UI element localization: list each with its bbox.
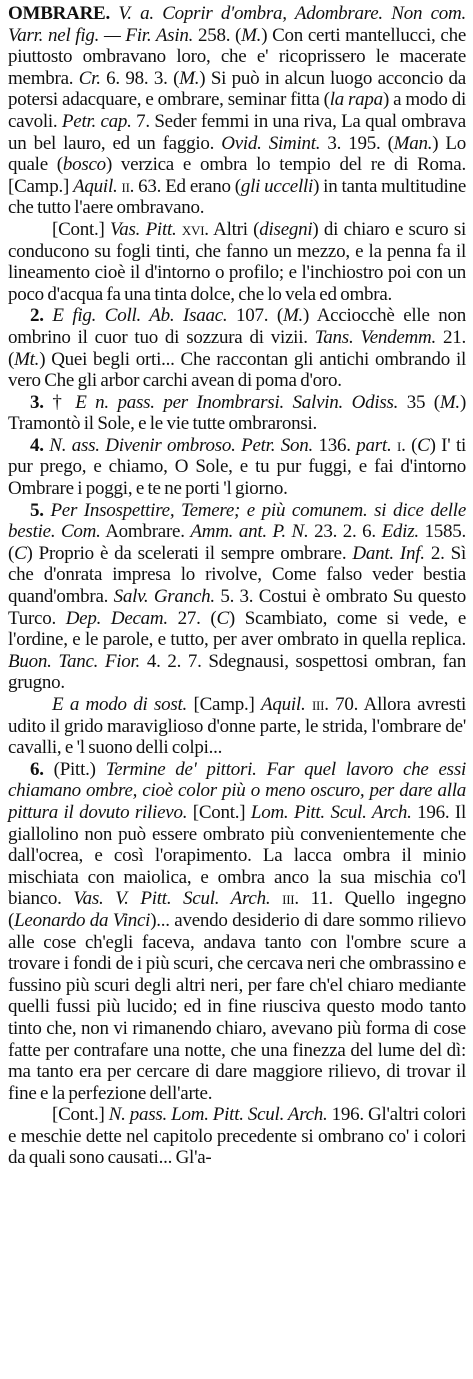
text-run: ) Scambiato, come si vede, e l'ordine, e le parole, e tutto, per aver ombrato in quella replica. <box>8 607 467 651</box>
text-run: )... avendo desiderio di dare sommo rilievo alle cose ch'egli faceva, andava tanto con l'ombre scure a trovare i fondi de i più scuri, che cercava neri che ombrassino e fussino più scuri degli altri neri, per fare ch'el chiaro mediante quelli fussi più lucido; ed in fine riusciva questo modo tanto tinto che, non vi rimanendo chiaro, avevano più forma di cose fatte per contrafare una notte, che una finezza del lume del dì: ma tanto era per cercare di dare maggiore rilievo, di trovar il fine e la perfezione dell'arte. <box>8 909 466 1104</box>
text-run: ) di chiaro e scuro si conducono su fogli tinti, che fanno un mezzo, e la penna fa il lineamento cioè il d'intorno o profilo; e l'inchiostro poi con un poco d'acqua fa una tinta dolce, che lo vela ed ombra. <box>8 218 467 305</box>
text-run: Lom. Pitt. Scul. Arch. <box>250 801 412 823</box>
text-run: Dep. Decam. <box>65 607 168 629</box>
text-run: Amm. ant. P. N. <box>190 521 309 543</box>
text-run: 4. 2. 7. Sdegnausi, sospettosi ombran, fan grugno. <box>8 650 466 694</box>
text-run: E fig. Coll. Ab. Isaac. <box>52 305 228 327</box>
text-run: ) Con certi mantellucci, che piuttosto ombravano loro, che e' ricoprissero le macerate membra. <box>8 24 466 89</box>
text-run: 196. Gl'altri colori e meschie dette nel capitolo precedente si ombrano co' i colori da quali sono causati... Gl'a- <box>8 1104 466 1169</box>
text-run: [Camp.] <box>187 694 262 715</box>
text-run: . 63. Ed erano ( <box>129 175 241 197</box>
text-run: E a modo di sost. <box>52 694 188 715</box>
text-run: Ediz. <box>381 521 419 543</box>
text-run: 4. <box>30 434 44 456</box>
text-run: Vas. V. Pitt. Scul. Arch. <box>73 888 271 910</box>
text-run: ) verzica e ombra lo tempio del re di Roma. [Camp.] <box>8 154 466 197</box>
text-run: Vas. Pitt. <box>110 218 177 240</box>
text-run: gli uccelli <box>240 175 314 197</box>
text-run: ) a modo di cavoli. <box>8 89 466 132</box>
text-run: E n. pass. per Inombrarsi. Salvin. Odiss. <box>75 391 399 413</box>
text-run: 136. <box>312 434 357 456</box>
text-run: part. <box>356 434 392 456</box>
text-run: ) Proprio è da scelerati il sempre ombrare. <box>26 542 353 564</box>
entry-paragraph <box>8 1104 466 1169</box>
text-run: Aquil. <box>73 175 118 197</box>
text-run: C <box>417 434 430 456</box>
text-run: Buon. Tanc. Fior. <box>8 650 141 672</box>
text-run: Termine de' pittori. Far quel lavoro che essi chiamano ombre, cioè color più o meno oscuro, per dare alla pittura il dovuto rilievo. <box>8 758 466 823</box>
entry-paragraph <box>8 500 466 694</box>
text-run: Petr. cap. <box>61 110 132 132</box>
text-run: Per Insospettire, Temere; e più comunem. si dice delle bestie. Com. <box>8 499 466 543</box>
text-run: 21. ( <box>8 326 466 370</box>
text-run: C <box>216 607 229 629</box>
entry-paragraph <box>8 694 466 759</box>
text-run: 2. <box>30 305 44 327</box>
text-run: 6. <box>30 758 44 780</box>
text-run: ii <box>121 175 130 197</box>
text-run: 258. ( <box>193 24 242 46</box>
text-run: Aombrare. <box>100 521 191 543</box>
text-run: . Altri ( <box>204 218 260 240</box>
text-run: M. <box>241 24 262 46</box>
text-run: Mt. <box>14 348 40 370</box>
text-run: C <box>14 542 27 564</box>
text-run: [Cont.] <box>52 218 111 240</box>
text-run: N. ass. Divenir ombroso. Petr. Son. <box>49 434 313 456</box>
text-run: V. a. Coprir d'ombra, Adombrare. Non com. Varr. nel fig. — Fir. Asin. <box>8 3 466 46</box>
text-run: 5. 3. Costui è ombrato Su questo Turco. <box>8 586 466 629</box>
text-run: M. <box>282 305 304 327</box>
text-run: Ovid. Simint. <box>221 132 321 154</box>
entry-paragraph <box>8 305 466 391</box>
text-run: Aquil. <box>261 694 306 715</box>
text-run: 1585. ( <box>8 521 466 564</box>
text-run: ) Si può in alcun luogo acconcio da potersi adacquare, e ombrare, seminar fitta ( <box>8 67 466 111</box>
text-run: 5. <box>30 499 44 521</box>
text-run: (Pitt.) <box>43 758 106 780</box>
text-run: 7. Seder femmi in una riva, La qual ombrava un bel lauro, ed un faggio. <box>8 110 466 154</box>
text-run: bosco <box>62 154 106 176</box>
text-run: 2. Sì che d'onrata impresa lo rivolve, Come falso veder bestia quand'ombra. <box>8 542 466 608</box>
entry-paragraph <box>8 3 466 219</box>
text-run: 107. ( <box>227 305 283 327</box>
text-run: 3. <box>30 391 44 413</box>
text-run: 27. ( <box>167 607 217 629</box>
text-run: ) Lo quale ( <box>8 132 467 176</box>
text-run: N. pass. Lom. Pitt. Scul. Arch. <box>108 1104 328 1126</box>
entry-paragraph <box>8 435 466 500</box>
text-run: ) Tramontò il Sole, e le vie tutte ombraronsi. <box>8 391 467 435</box>
text-run: xvi <box>181 218 205 240</box>
text-run: 196. Il giallolino non può essere ombrato più convenientemente che dall'ocrea, e così l'orapimento. La lacca ombra il minio mischiata con maiolica, e ombra anco la sua mischia co'l bianco. <box>8 801 467 910</box>
text-run: Dant. Inf. <box>352 542 425 564</box>
text-run: 35 ( <box>398 391 440 413</box>
dictionary-entry-ombrare <box>8 3 466 1169</box>
text-run: † <box>43 391 76 413</box>
text-run: Salv. Granch. <box>113 586 215 608</box>
text-run: [Cont.] <box>187 801 251 823</box>
text-run: . ( <box>401 434 418 456</box>
text-run: ) in tanta multitudine che tutto l'aere ombravano. <box>8 175 467 219</box>
text-run: M. <box>439 391 460 413</box>
entry-paragraph <box>8 759 466 1105</box>
text-run: iii <box>311 694 325 715</box>
text-run: Tans. Vendemm. <box>314 326 436 348</box>
text-run: ) Quei begli orti... Che raccontan gli antichi ombrando il vero Che gli arbor carchi avean di poma d'oro. <box>8 348 466 392</box>
text-run: iii <box>282 888 295 910</box>
text-run: Cr. <box>78 67 101 89</box>
text-run: 6. 98. 3. ( <box>100 67 180 89</box>
entry-paragraph <box>8 219 466 305</box>
text-run: 23. 2. 6. <box>308 521 382 543</box>
text-run: . 70. Allora avresti udito il grido maraviglioso d'onne parte, le strida, l'ombrare de' cavalli, e 'l suono delli colpi... <box>8 694 466 759</box>
text-run: M. <box>179 67 200 89</box>
text-run: OMBRARE. <box>8 3 110 24</box>
text-run <box>270 888 282 909</box>
text-run: Leonardo da Vinci <box>14 909 151 931</box>
text-run: . 11. Quello ingegno ( <box>8 888 467 931</box>
text-run: [Cont.] <box>52 1104 109 1126</box>
text-run: ) Acciocchè elle non ombrino il cuor tuo di sozzura di vizii. <box>8 305 467 348</box>
entry-paragraph <box>8 392 466 435</box>
text-run: ) I' ti pur prego, e chiamo, O Sole, e tu pur fuggi, e fai d'intorno Ombrare i poggi, e te ne porti 'l giorno. <box>8 434 467 500</box>
text-run: 3. 195. ( <box>320 132 394 154</box>
text-run: Man. <box>393 132 433 154</box>
text-run: i <box>396 434 402 456</box>
text-run: la rapa <box>329 89 383 111</box>
text-run: disegni <box>259 218 313 240</box>
